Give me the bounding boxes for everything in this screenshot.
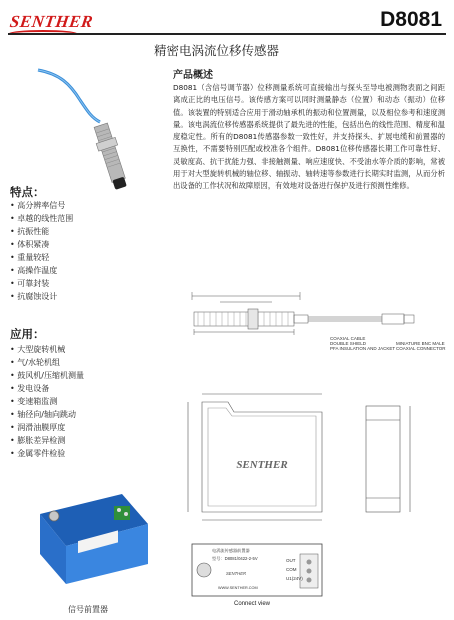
list-item: • 大型旋转机械 — [10, 343, 84, 356]
connector-label-2: COAXIAL CONNECTOR — [396, 346, 446, 351]
device-brand: SENTHER — [226, 571, 247, 576]
applications-list — [10, 343, 84, 460]
overview-heading: 产品概述 — [173, 70, 213, 81]
applications-heading: 应用： — [10, 327, 45, 341]
connect-view-caption: Connect view — [234, 601, 271, 607]
list-item: • 变速箱监测 — [10, 395, 84, 408]
header-divider — [8, 33, 446, 35]
cable-label-1: COAXIAL CABLE — [330, 336, 366, 341]
list-item: • 气/水轮机组 — [10, 356, 84, 369]
features-list — [10, 199, 73, 303]
model-number: D8081 — [380, 8, 442, 31]
brand-logo: SENTHER — [8, 12, 95, 31]
list-item: • 鼓风机/压缩机测量 — [10, 369, 84, 382]
box-logo: SENTHER — [236, 459, 288, 471]
preamp-image — [30, 484, 160, 599]
cable-label-2: DOUBLE SHIELD — [330, 341, 367, 346]
preamp-caption: 信号前置器 — [68, 605, 108, 614]
list-item: • 重量较轻 — [10, 251, 73, 264]
list-item: • 抗腐蚀设计 — [10, 290, 73, 303]
preamp-box-drawing — [180, 386, 450, 534]
list-item: • 发电设备 — [10, 382, 84, 395]
terminal-power: U1(24V) — [286, 576, 303, 581]
features-heading: 特点： — [10, 185, 45, 199]
device-url: WWW.SENTHER.COM — [218, 586, 258, 590]
device-title: 电涡流传感器前置器 — [212, 548, 250, 553]
list-item: • 高分辨率信号 — [10, 199, 73, 212]
page-title: 精密电涡流位移传感器 — [154, 43, 280, 58]
device-model: 型号：D8081/0422-2-5V — [212, 556, 258, 561]
list-item: • 膨胀差异检测 — [10, 434, 84, 447]
list-item: • 可靠封装 — [10, 277, 73, 290]
sensor-image — [30, 60, 140, 190]
list-item: • 润滑油膜厚度 — [10, 421, 84, 434]
list-item: • 金属零件检验 — [10, 447, 84, 460]
connector-label-1: MINIATURE BNC MALE — [396, 341, 445, 346]
list-item: • 卓越的线性范围 — [10, 212, 73, 225]
overview-text: D8081（含信号调节器）位移测量系统可直接输出与探头至导电被测物表面之间距离成正比的电压信号。该传感方案可以同时测量静态（位置）和动态（振动）位移值。该装置的特别适合应用于滑动轴承机的振动和位置测量，以及相位参考和速度测量。该电涡流位移传感器系统提供了最先进的性能，包括出色的线性范围、精度和温度稳定性。所有的D8081传感器参数一致性好，并支持探头、扩展电缆和前置器的互换性，不需要特别匹配或校准各个组件。D8081位移传感器长期工作可靠性好、灵敏度高、抗干扰能力强、非接触测量、响应速度快、不受油水等介质的影响，常被用于对大型旋转机械的轴位移、轴振动、轴转速等参数进行长期实时监测，从而分析出设备的工作状况和故障原因，有效地对设备进行保护及进行预测性维修。 — [173, 83, 445, 191]
cable-label-3: PFA INSULATION AND JACKET — [330, 346, 396, 351]
list-item: • 体积紧凑 — [10, 238, 73, 251]
connect-view — [190, 540, 330, 600]
list-item: • 抗振性能 — [10, 225, 73, 238]
list-item: • 轴径向/轴向跳动 — [10, 408, 84, 421]
terminal-out: OUT — [286, 558, 296, 563]
terminal-com: COM — [286, 567, 297, 572]
list-item: • 高操作温度 — [10, 264, 73, 277]
